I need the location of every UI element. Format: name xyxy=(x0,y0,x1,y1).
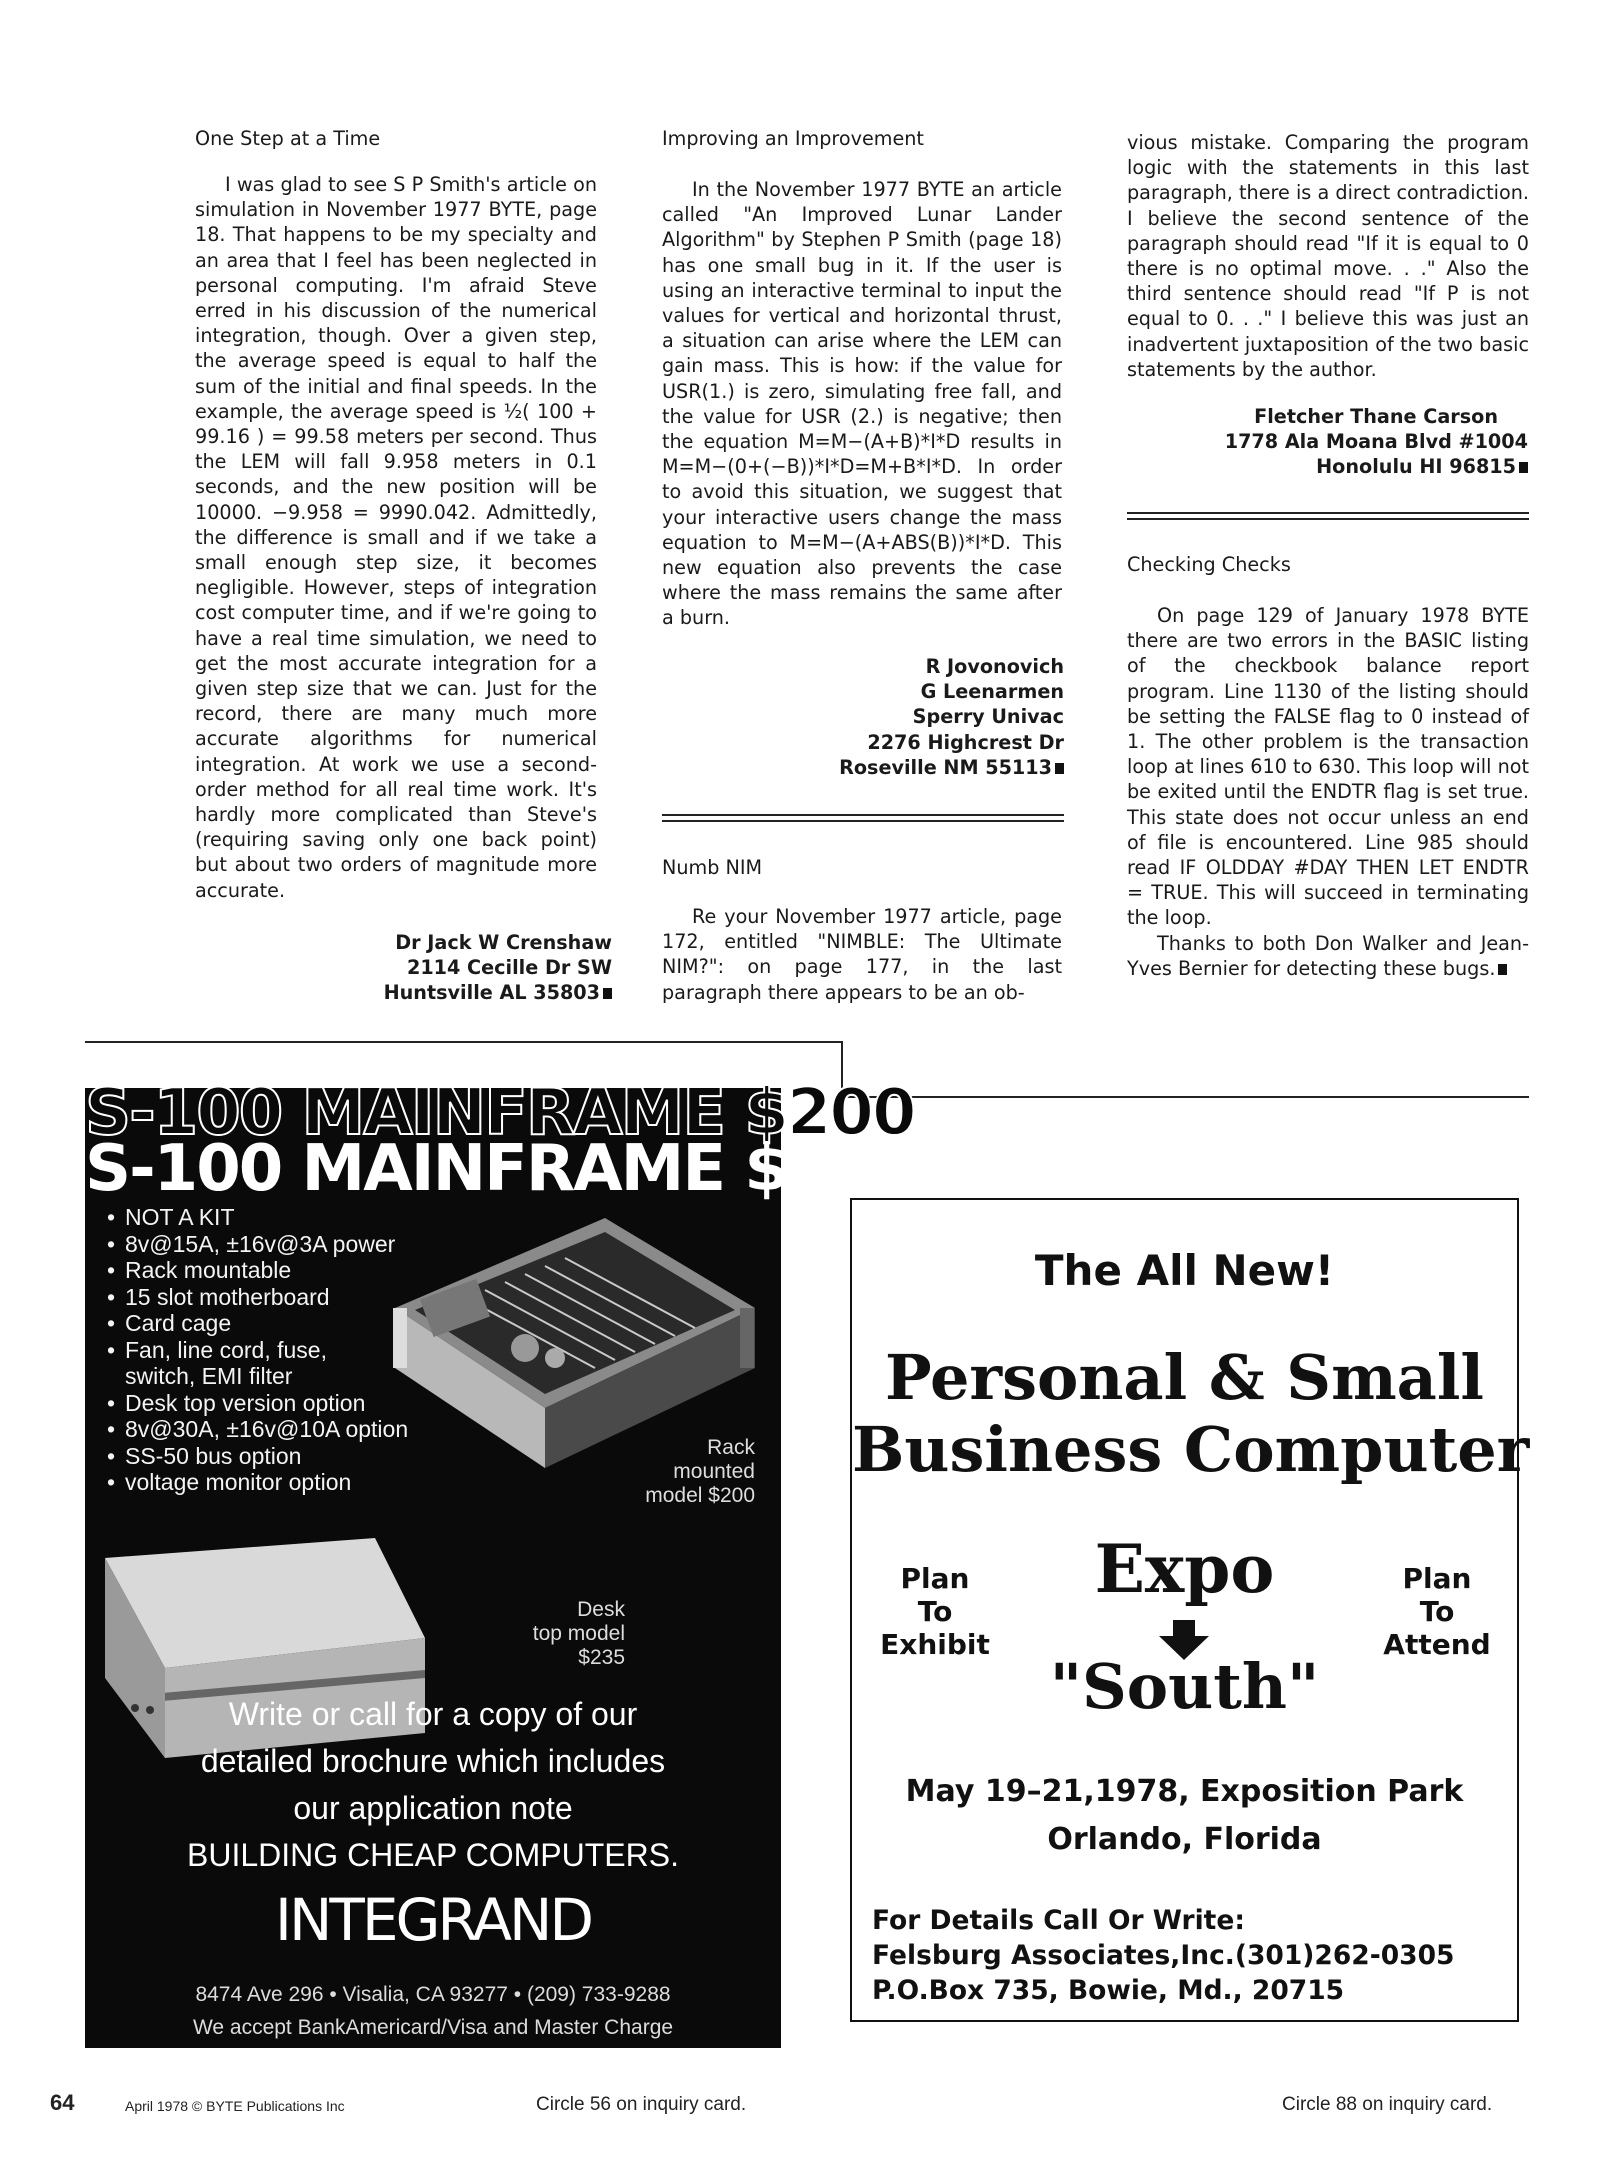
letter-paragraph: On page 129 of January 1978 BYTE there are two errors in the BASIC listing of the checkbook balance report program. Line 1130 of the listing should be setting the FALSE flag to 0 instead of 1. The other problem is the transaction loop at lines 610 to 630. This loop will not be exited until the ENDTR flag is set true. This state does not occur unless an end of file is encountered. Line 985 should read IF OLDDAY #DAY THEN LET ENDTR = TRUE. This will succeed in terminating the loop. xyxy=(1127,604,1529,930)
feature-item: • 8v@15A, ±16v@3A power xyxy=(107,1230,396,1257)
rack-caption xyxy=(555,1436,755,1508)
end-mark-icon xyxy=(603,988,612,999)
inquiry-circle-right: Circle 88 on inquiry card. xyxy=(1282,2094,1493,2115)
signature-jovonovich xyxy=(752,654,1064,780)
section-divider xyxy=(662,814,1064,822)
brochure-offer-line: our application note xyxy=(293,1790,573,1826)
ad-headline: S-100 MAINFRAME $200 xyxy=(85,1132,915,1206)
copyright-line: April 1978 © BYTE Publications Inc xyxy=(125,2098,345,2114)
signature-line: G Leenarmen xyxy=(920,680,1064,704)
letter-body-one-step xyxy=(195,172,597,903)
letter-body-improving xyxy=(662,177,1062,631)
caption-line: Rack xyxy=(707,1436,755,1459)
signature-line: Dr Jack W Crenshaw xyxy=(395,931,612,954)
ad-border-line xyxy=(85,1041,843,1043)
signature-line: R Jovonovich xyxy=(925,655,1064,678)
side-line: To xyxy=(1419,1595,1455,1628)
feature-item: • Rack mountable xyxy=(107,1257,292,1283)
heading-checking-checks: Checking Checks xyxy=(1127,553,1291,576)
signature-crenshaw xyxy=(300,930,612,1006)
side-line: To xyxy=(917,1595,953,1628)
south-word: "South" xyxy=(1049,1650,1320,1723)
feature-item: • 8v@30A, ±16v@10A option xyxy=(107,1416,409,1442)
letter-body-numb-nim-cont xyxy=(1127,130,1529,382)
side-line: Plan xyxy=(900,1562,970,1595)
signature-line: 1778 Ala Moana Blvd #1004 xyxy=(1224,430,1528,454)
ad-title-line: Personal & Small xyxy=(885,1341,1484,1414)
caption-line: $235 xyxy=(578,1646,625,1669)
signature-line: Huntsville AL 35803 xyxy=(300,980,612,1005)
company-line: Felsburg Associates,Inc.(301)262-0305 xyxy=(872,1940,1455,1971)
end-mark-icon xyxy=(1519,462,1528,473)
desk-caption xyxy=(455,1598,625,1670)
feature-item: • 15 slot motherboard xyxy=(107,1283,330,1310)
details-line: For Details Call Or Write: xyxy=(872,1905,1245,1936)
feature-item: • voltage monitor option xyxy=(107,1469,352,1495)
caption-line: mounted xyxy=(673,1460,755,1483)
caption-line: Desk xyxy=(577,1598,625,1621)
signature-line: Honolulu HI 96815 xyxy=(1160,454,1528,479)
signature-line: 2276 Highcrest Dr xyxy=(867,730,1064,754)
brochure-offer-line: Write or call for a copy of our xyxy=(228,1696,638,1732)
letter-paragraph: In the November 1977 BYTE an article called "An Improved Lunar Lander Algorithm" by Stephen P Smith (page 18) has one small bug in it. If the user is using an interactive terminal to input the values for vertical and horizontal thrust, a situation can arise where the LEM can gain mass. This is how: if the value for USR(1.) is zero, simulating free fall, and the value for USR (2.) is negative; then the equation M=M−(A+B)*I*D results in M=M−(0+(−B))*I*D=M+B*I*D. In order to avoid this situation, we suggest that your interactive users change the mass equation to M=M−(A+ABS(B))*I*D. This new equation also prevents the case where the mass remains the same after a burn. xyxy=(662,178,1062,630)
ad-title-line: Business Computer xyxy=(852,1413,1530,1486)
letter-paragraph: I was glad to see S P Smith's article on simulation in November 1977 BYTE, page 18. That happens to be my specialty and an area that I feel has been neglected in personal computing. I'm afraid Steve erred in his discussion of the numerical integration, though. Over a given step, the average speed is equal to half the sum of the initial and final speeds. In the example, the average speed is ½( 100 + 99.16 ) = 99.58 meters per second. Thus the LEM will fall 9.958 meters in 0.1 seconds, and the new position will be 10000. −9.958 = 9990.042. Admittedly, the difference is small and if we take a small enough step size, it becomes negligible. However, steps of integration cost computer time, and if we're going to have a real time simulation, we need to get the most accurate integration for a given step size that we can. Just for the record, there are many much more accurate algorithms for numerical integration. At work we use a second-order method for all real time work. It's hardly more complicated than Steve's (requiring saving only one back point) but about two orders of magnitude more accurate. xyxy=(195,173,597,902)
pobox-line: P.O.Box 735, Bowie, Md., 20715 xyxy=(872,1975,1345,2006)
integrand-address: 8474 Ave 296 • Visalia, CA 93277 • (209) 733-9288 xyxy=(195,1983,671,2006)
letter-body-numb-nim xyxy=(662,904,1062,1005)
side-line: Plan xyxy=(1402,1562,1472,1595)
feature-item: • Desk top version option xyxy=(107,1389,366,1416)
payment-note: We accept BankAmericard/Visa and Master Charge xyxy=(192,2016,674,2039)
inquiry-circle-left: Circle 56 on inquiry card. xyxy=(536,2094,747,2115)
end-mark-icon xyxy=(1498,964,1507,975)
caption-line: top model xyxy=(532,1622,625,1645)
integrand-logo: INTEGRAND xyxy=(274,1886,592,1954)
end-mark-icon xyxy=(1055,763,1064,774)
expo-place: Orlando, Florida xyxy=(1047,1822,1322,1857)
signature-line: 2114 Cecille Dr SW xyxy=(406,956,612,980)
expo-south-ad xyxy=(850,1198,1530,2022)
integrand-ad xyxy=(85,1076,915,2048)
section-divider xyxy=(1127,512,1529,520)
signature-line: Sperry Univac xyxy=(912,705,1064,729)
signature-carson xyxy=(1160,404,1528,480)
feature-item: switch, EMI filter xyxy=(125,1363,293,1389)
page-number: 64 xyxy=(50,2090,75,2115)
ad-headline-outline: S-100 MAINFRAME $200 xyxy=(85,1076,915,1150)
side-line: Attend xyxy=(1383,1628,1491,1661)
caption-line: model $200 xyxy=(645,1484,755,1507)
ad-kicker: The All New! xyxy=(1034,1246,1335,1295)
expo-date: May 19–21,1978, Exposition Park xyxy=(905,1774,1464,1809)
feature-list xyxy=(107,1204,408,1496)
side-line: Exhibit xyxy=(880,1628,990,1661)
feature-item: • Fan, line cord, fuse, xyxy=(107,1336,327,1363)
heading-one-step: One Step at a Time xyxy=(195,127,381,150)
feature-item: • NOT A KIT xyxy=(107,1204,235,1230)
letter-body-checking-checks xyxy=(1127,603,1529,981)
ad-border-line xyxy=(841,1096,1529,1098)
expo-word: Expo xyxy=(1094,1530,1275,1608)
brochure-offer-line: detailed brochure which includes xyxy=(200,1743,666,1779)
signature-line: Fletcher Thane Carson xyxy=(1254,405,1498,428)
brochure-offer-line: BUILDING CHEAP COMPUTERS. xyxy=(187,1837,679,1873)
feature-item: • Card cage xyxy=(107,1310,232,1336)
signature-line: Roseville NM 55113 xyxy=(752,755,1064,780)
letter-paragraph: Thanks to both Don Walker and Jean-Yves Bernier for detecting these bugs. xyxy=(1127,931,1529,980)
letter-paragraph: vious mistake. Comparing the program logic with the statements in this last paragraph, there is a direct contradiction. I believe the second sentence of the paragraph should read "If it is equal to 0 there is no optimal move. . ." Also the third sentence should read "If P is not equal to 0. . ." I believe this was just an inadvertent juxtaposition of the two basic statements by the author. xyxy=(1127,131,1529,381)
feature-item: • SS-50 bus option xyxy=(107,1442,302,1469)
heading-improving: Improving an Improvement xyxy=(662,127,924,150)
heading-numb-nim: Numb NIM xyxy=(662,856,763,879)
letter-paragraph: Re your November 1977 article, page 172, entitled "NIMBLE: The Ultimate NIM?": on page 177, in the last paragraph there appears to be an ob- xyxy=(662,905,1062,1004)
